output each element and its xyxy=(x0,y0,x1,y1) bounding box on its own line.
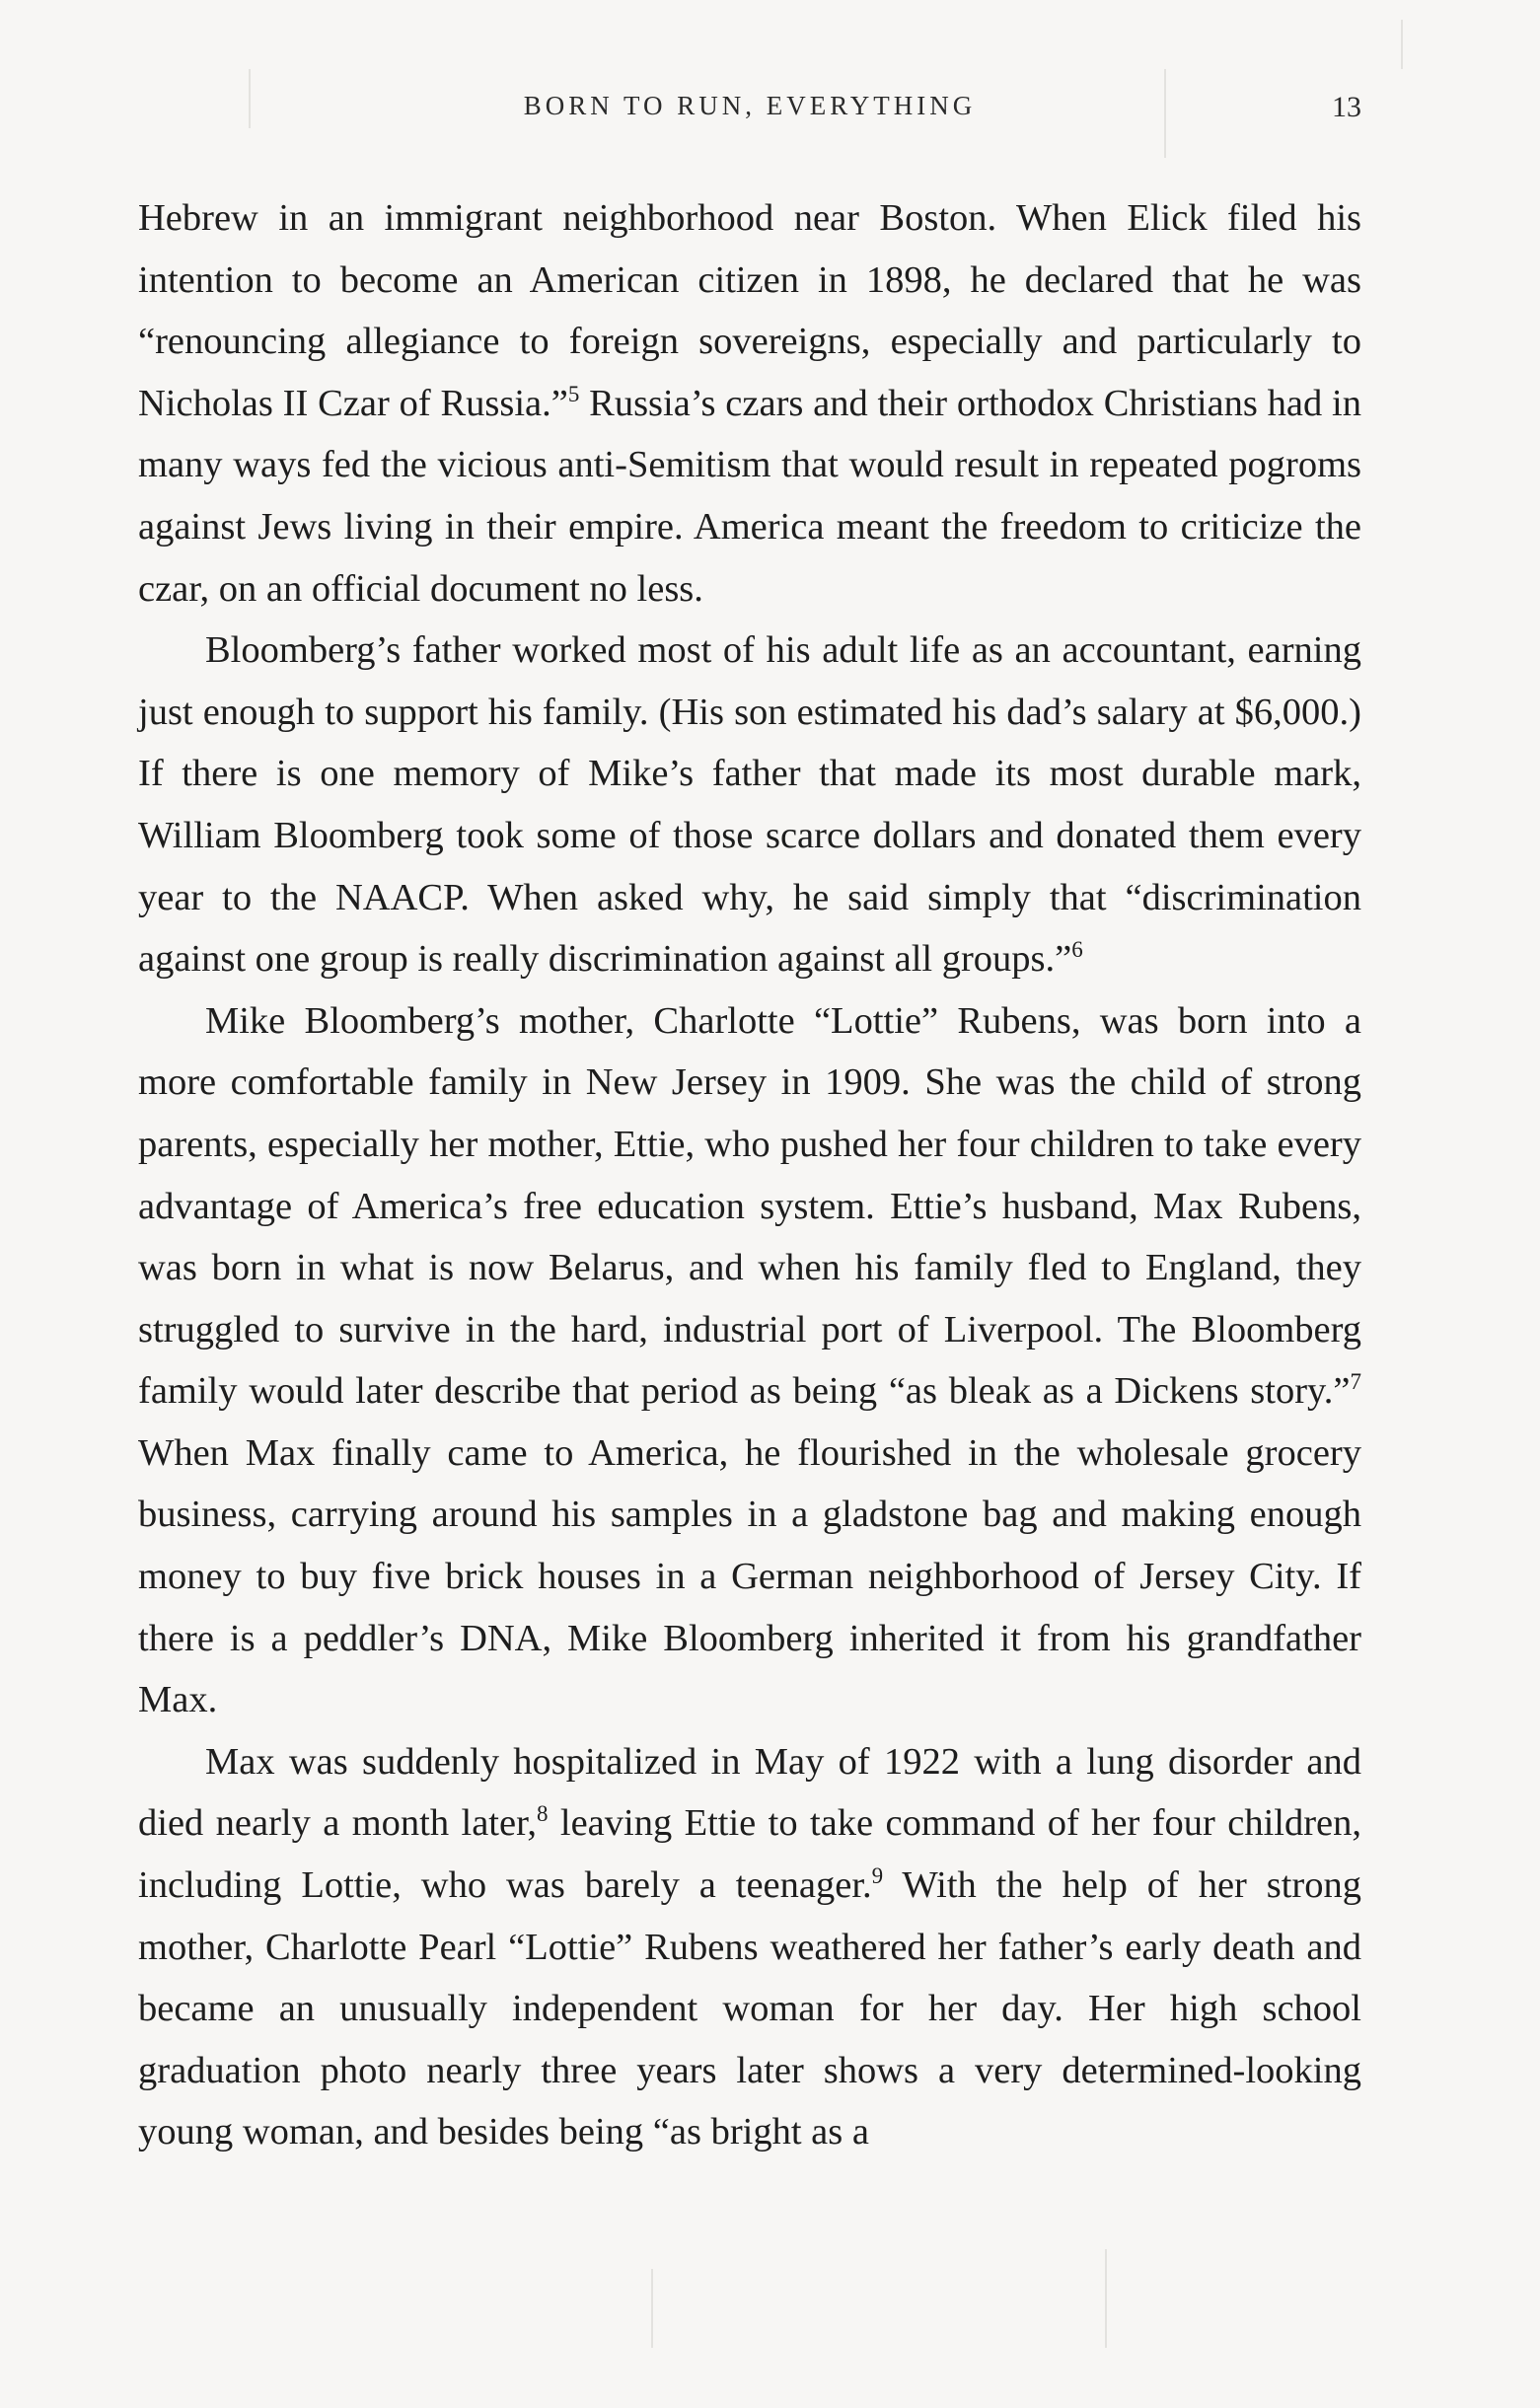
text-run: leaving Ettie to take command of her four children, including Lottie, who was barely a teenager. xyxy=(138,1802,1361,1907)
text-run: With the help of her strong mother, Charlotte Pearl “Lottie” Rubens weathered her father’s early death and became an unusually independent woman for her day. Her high school graduation photo nearly three years later shows a very determined-looking young woman, and besides being “as bright as a xyxy=(138,1864,1361,2153)
paragraph xyxy=(138,1731,1361,2163)
paper-mark xyxy=(1401,20,1403,69)
footnote-marker: 8 xyxy=(536,1801,549,1827)
text-run: Bloomberg’s father worked most of his adult life as an accountant, earning just enough to support his family. (His son estimated his dad’s salary at $6,000.) If there is one memory of Mike’s father that made its most durable mark, William Bloomberg took some of those scarce dollars and donated them every year to the NAACP. When asked why, he said simply that “discrimination against one group is really discrimination against all groups.” xyxy=(138,629,1361,981)
text-run: Russia’s czars and their orthodox Christians had in many ways fed the vicious anti-Semitism that would result in repeated pogroms against Jews living in their empire. America meant the freedom to criticize the czar, on an official document no less. xyxy=(138,382,1362,610)
footnote-marker: 7 xyxy=(1350,1369,1361,1395)
body-text xyxy=(138,187,1361,2163)
page-number: 13 xyxy=(1332,91,1361,123)
paper-mark xyxy=(1105,2249,1107,2348)
footnote-marker: 5 xyxy=(567,381,580,406)
paragraph xyxy=(138,187,1361,620)
text-run: When Max finally came to America, he flourished in the wholesale grocery business, carrying around his samples in a gladstone bag and making enough money to buy five brick houses in a German neighborhood of Jersey City. If there is a peddler’s DNA, Mike Bloomberg inherited it from his grandfather Max. xyxy=(138,1431,1361,1721)
page-header xyxy=(138,91,1361,130)
running-head: BORN TO RUN, EVERYTHING xyxy=(523,91,977,120)
paper-mark xyxy=(651,2269,653,2348)
text-run: Mike Bloomberg’s mother, Charlotte “Lottie” Rubens, was born into a more comfortable family in New Jersey in 1909. She was the child of strong parents, especially her mother, Ettie, who pushed her four children to take every advantage of America’s free education system. Ettie’s husband, Max Rubens, was born in what is now Belarus, and when his family fled to England, they struggled to survive in the hard, industrial port of Liverpool. The Bloomberg family would later describe that period as being “as bleak as a Dickens story.” xyxy=(138,999,1361,1413)
footnote-marker: 9 xyxy=(871,1863,884,1889)
footnote-marker: 6 xyxy=(1071,937,1083,963)
paragraph xyxy=(138,620,1361,990)
text-run: Max was suddenly hospitalized in May of 1922 with a lung disorder and died nearly a month later, xyxy=(138,1740,1361,1845)
paragraph xyxy=(138,990,1361,1731)
text-run: Hebrew in an immigrant neighborhood near Boston. When Elick filed his intention to become an American citizen in 1898, he declared that he was “renouncing allegiance to foreign sovereigns, especially and particularly to Nicholas II Czar of Russia.” xyxy=(138,197,1361,424)
